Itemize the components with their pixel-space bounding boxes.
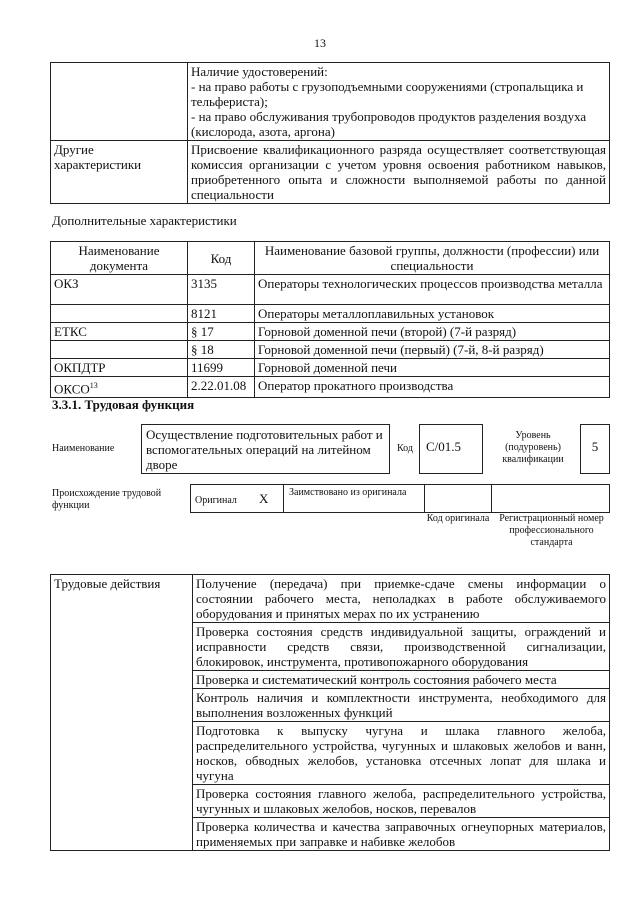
qualification-table bbox=[50, 62, 610, 204]
tf-code-value: C/01.5 bbox=[419, 424, 483, 474]
code-cell: § 17 bbox=[188, 323, 255, 341]
labor-action-item: Контроль наличия и комплектности инструмента, необходимого для выполнения возложенных функций bbox=[193, 689, 610, 722]
page-number: 13 bbox=[314, 36, 326, 50]
name-cell: Операторы технологических процессов производства металла bbox=[255, 275, 610, 305]
divider bbox=[491, 484, 492, 513]
additional-characteristics-heading: Дополнительные характеристики bbox=[52, 213, 237, 228]
code-original-label: Код оригинала bbox=[426, 513, 490, 524]
doc-cell: ОКПДТР bbox=[51, 359, 188, 377]
table-row bbox=[51, 575, 610, 623]
name-cell: Горновой доменной печи bbox=[255, 359, 610, 377]
tf-code-label: Код bbox=[397, 443, 413, 454]
code-cell: 11699 bbox=[188, 359, 255, 377]
header-code: Код bbox=[188, 242, 255, 275]
doc-cell bbox=[51, 377, 188, 398]
code-cell: 3135 bbox=[188, 275, 255, 305]
header-name: Наименование базовой группы, должности (профессии) или специальности bbox=[255, 242, 610, 275]
name-cell: Горновой доменной печи (первый) (7-й, 8-й разряд) bbox=[255, 341, 610, 359]
name-cell: Операторы металлоплавильных установок bbox=[255, 305, 610, 323]
divider bbox=[424, 484, 425, 513]
certificate-item: - на право работы с грузоподъемными сооружениями (стропальщика и тельфериста); bbox=[191, 79, 584, 109]
tf-name-label: Наименование bbox=[52, 443, 115, 454]
doc-cell: ЕТКС bbox=[51, 323, 188, 341]
tf-level-label: Уровень (подуровень) квалификации bbox=[502, 430, 564, 465]
other-characteristics-text: Присвоение квалификационного разряда осуществляет соответствующая комиссия организации с учетом уровня освоения работником навыков, приобретенного опыта и сложности выполняемой работы по данной специальности bbox=[188, 141, 610, 204]
divider bbox=[283, 484, 284, 513]
okso-label: ОКСО bbox=[54, 381, 90, 397]
table-row bbox=[51, 359, 610, 377]
labor-action-item: Проверка состояния средств индивидуальной защиты, ограждений и исправности средств связи, производственной сигнализации, блокировок, инструмента, противопожарного оборудования bbox=[193, 623, 610, 671]
doc-cell bbox=[51, 341, 188, 359]
table-row bbox=[51, 141, 610, 204]
certificate-item: - на право обслуживания трубопроводов продуктов разделения воздуха (кислорода, азота, аргона) bbox=[191, 109, 587, 139]
origin-label: Происхождение трудовой функции bbox=[52, 488, 162, 511]
doc-cell: ОКЗ bbox=[51, 275, 188, 305]
reg-number-label: Регистрационный номер профессионального стандарта bbox=[499, 513, 604, 548]
section-title: 3.3.1. Трудовая функция bbox=[52, 397, 195, 412]
table-row bbox=[51, 377, 610, 398]
code-cell: 8121 bbox=[188, 305, 255, 323]
borrowed-label: Заимствовано из оригинала bbox=[289, 487, 407, 498]
original-label: Оригинал bbox=[195, 495, 237, 506]
other-characteristics-label: Другие характеристики bbox=[51, 141, 188, 204]
table-header-row bbox=[51, 242, 610, 275]
additional-characteristics-table bbox=[50, 241, 610, 398]
name-cell: Оператор прокатного производства bbox=[255, 377, 610, 398]
labor-action-item: Получение (передача) при приемке-сдаче смены информации о состоянии рабочего места, неполадках в работе обслуживаемого оборудования и принятых мерах по их устранению bbox=[193, 575, 610, 623]
table-row bbox=[51, 323, 610, 341]
certificates-title: Наличие удостоверений: bbox=[191, 64, 328, 79]
table-row bbox=[51, 275, 610, 305]
tf-name-value: Осуществление подготовительных работ и вспомогательных операций на литейном дворе bbox=[141, 424, 390, 474]
table-row bbox=[51, 305, 610, 323]
certificates-cell bbox=[188, 63, 610, 141]
doc-cell bbox=[51, 305, 188, 323]
code-cell: 2.22.01.08 bbox=[188, 377, 255, 398]
header-document: Наименование документа bbox=[51, 242, 188, 275]
labor-action-item: Проверка и систематический контроль состояния рабочего места bbox=[193, 671, 610, 689]
table-row bbox=[51, 341, 610, 359]
footnote-ref: 13 bbox=[89, 381, 98, 390]
table-row bbox=[51, 63, 610, 141]
labor-action-item: Проверка состояния главного желоба, распределительного устройства, чугунных и шлаковых желобов, носков, перевалов bbox=[193, 785, 610, 818]
tf-level-value: 5 bbox=[580, 424, 610, 474]
labor-actions-table bbox=[50, 574, 610, 851]
code-cell: § 18 bbox=[188, 341, 255, 359]
original-mark: X bbox=[259, 491, 269, 506]
labor-action-item: Подготовка к выпуску чугуна и шлака главного желоба, распределительного устройства, чугунных и шлаковых желобов и ванн, носков, обводных желобов, установка отсечных лопат для шлака и чугуна bbox=[193, 722, 610, 785]
table-cell-empty bbox=[51, 63, 188, 141]
name-cell: Горновой доменной печи (второй) (7-й разряд) bbox=[255, 323, 610, 341]
labor-actions-label: Трудовые действия bbox=[51, 575, 193, 851]
labor-action-item: Проверка количества и качества заправочных огнеупорных материалов, применяемых при заправке и набивке желобов bbox=[193, 818, 610, 851]
